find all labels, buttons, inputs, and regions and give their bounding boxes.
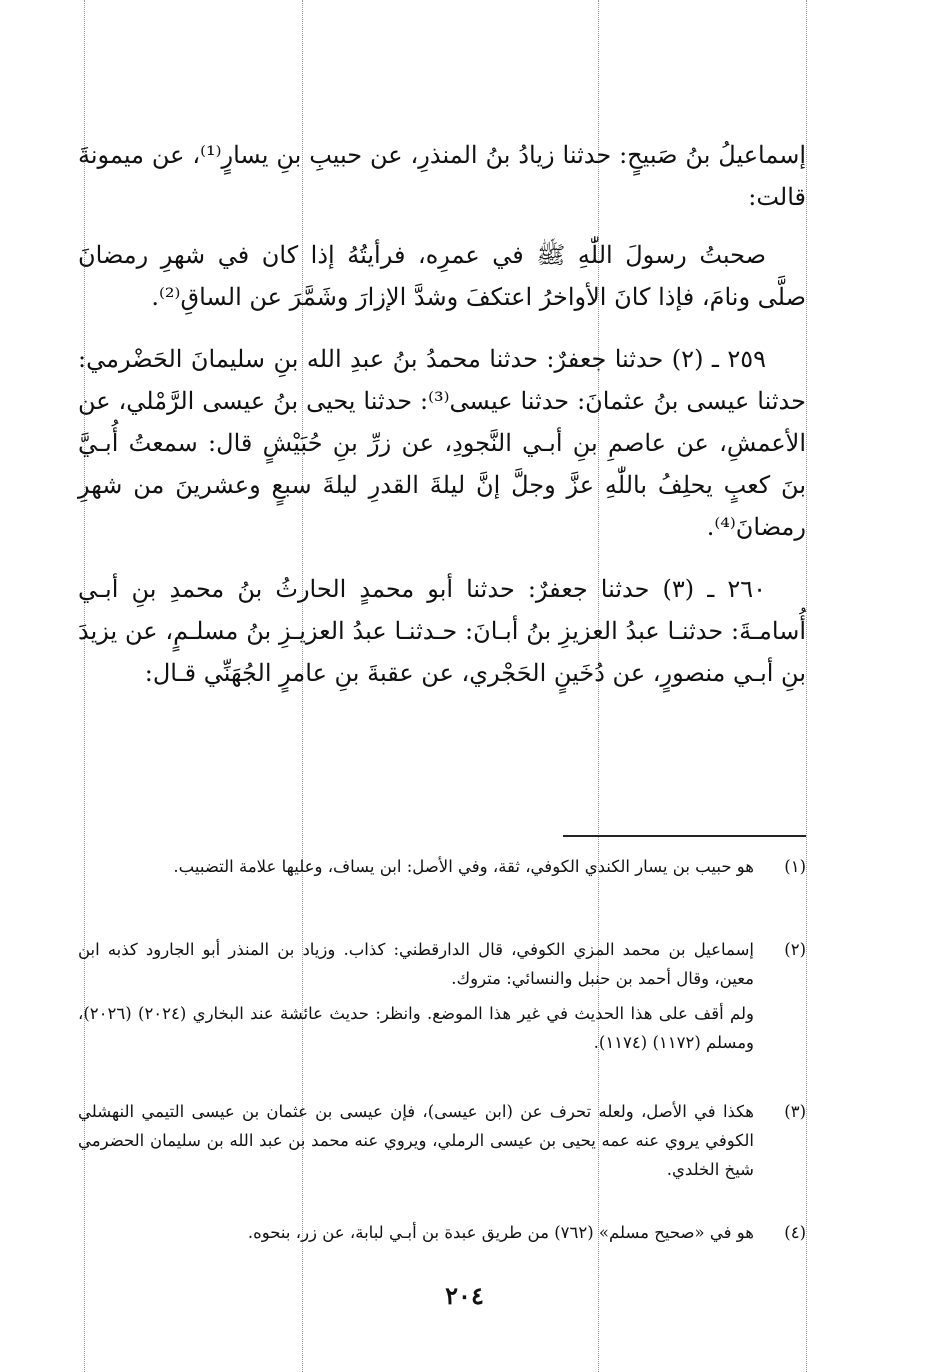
paragraph-hadith-260: ٢٦٠ ـ (٣) حدثنا جعفرٌ: حدثنا أبو محمدٍ الحارثُ بنُ محمدِ بنِ أبـي أُسامـةَ: حدثنـا عبدُ العزيزِ بنُ أبـانَ: حـدثنـا عبدُ العزيـزِ بنُ مسلـمٍ، عن يزيدَ بنِ أبـي منصورٍ، عن دُخَينٍ الحَجْري، عن عقبةَ بنِ عامرٍ الجُهَنِّي قـال: xyxy=(78,575,806,687)
footnote-2 xyxy=(78,935,806,1057)
main-text xyxy=(78,134,806,694)
footnote-separator xyxy=(563,835,806,837)
footnote-number: (٢) xyxy=(784,940,806,959)
footnote-3 xyxy=(78,1097,806,1184)
footnote-number: (١) xyxy=(784,857,806,876)
footnote-text: إسماعيل بن محمد المزي الكوفي، قال الدارقطني: كذاب. وزياد بن المنذر أبو الجارود كذبه ابن معين، وقال أحمد بن حنبل والنسائي: متروك. xyxy=(78,940,754,988)
footnote-text-continued: ولم أقف على هذا الحديث في غير هذا الموضع. وانظر: حديث عائشة عند البخاري (٢٠٢٤) (٢٠٢٦)، ومسلم (١١٧٢) (١١٧٤). xyxy=(78,1004,754,1052)
footnote-text: هو حبيب بن يسار الكندي الكوفي، ثقة، وفي الأصل: ابن يساف، وعليها علامة التضبيب. xyxy=(173,857,754,876)
paragraph-isnad: إسماعيلُ بنُ صَبيحٍ: حدثنا زيادُ بنُ المنذرِ، عن حبيبِ بنِ يسارٍ⁽¹⁾، عن ميمونةَ قالت: xyxy=(78,141,806,211)
footnote-number: (٤) xyxy=(784,1223,806,1242)
page-number: ٢٠٤ xyxy=(445,1281,484,1310)
paragraph-hadith-text: صحبتُ رسولَ اللّٰهِ ﷺ في عمرِه، فرأيتُهُ إذا كان في شهرِ رمضانَ صلَّى ونامَ، فإذا كانَ الأواخرُ اعتكفَ وشدَّ الإزارَ وشَمَّرَ عن الساقِ⁽²⁾. xyxy=(78,241,806,311)
scan-guide-line xyxy=(806,0,807,1372)
footnote-text: هكذا في الأصل، ولعله تحرف عن (ابن عيسى)، فإن عيسى بن عثمان بن عيسى التيمي النهشلي الكوفي يروي عنه عمه يحيى بن عيسى الرملي، ويروي عنه محمد بن عبد الله بن سليمان الحضرمي شيخ الخلدي. xyxy=(78,1102,754,1179)
footnote-text: هو في «صحيح مسلم» (٧٦٢) من طريق عبدة بن أبـي لبابة، عن زر، بنحوه. xyxy=(247,1223,754,1242)
footnote-4 xyxy=(78,1218,806,1247)
footnote-number: (٣) xyxy=(784,1102,806,1121)
footnote-1 xyxy=(78,852,806,881)
paragraph-hadith-259: ٢٥٩ ـ (٢) حدثنا جعفرٌ: حدثنا محمدُ بنُ عبدِ الله بنِ سليمانَ الحَضْرمي: حدثنا عيسى بنُ عثمانَ: حدثنا عيسى⁽³⁾: حدثنا يحيى بنُ عيسى الرَّمْلي، عن الأعمشِ، عن عاصمِ بنِ أبـي النَّجودِ، عن زرِّ بنِ حُبَيْشٍ قال: سمعتُ أُبـيَّ بنَ كعبٍ يحلِفُ باللّٰهِ عزَّ وجلَّ إنَّ ليلةَ القدرِ ليلةَ سبعٍ وعشرينَ من شهرِ رمضانَ⁽⁴⁾. xyxy=(78,345,806,541)
